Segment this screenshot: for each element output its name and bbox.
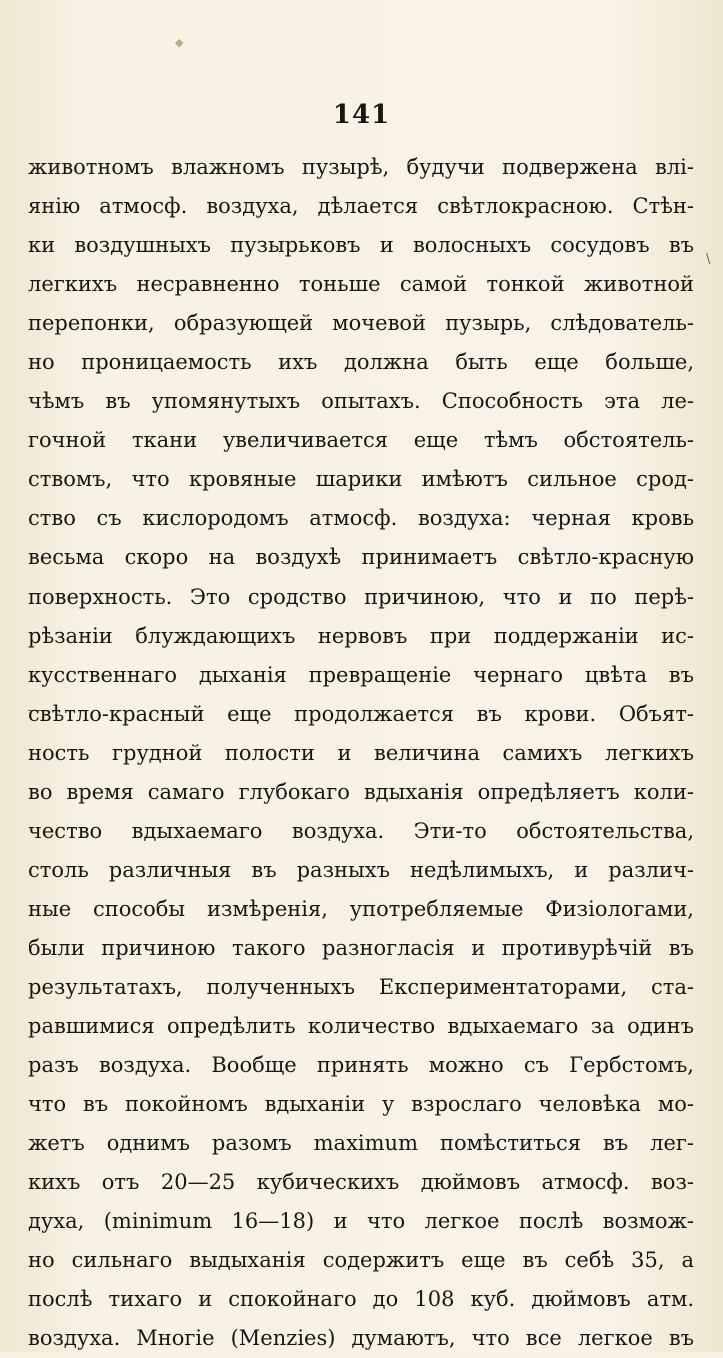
text-line: ные способы измѣренія, употребляемые Физіологами, — [28, 896, 694, 921]
text-line: но проницаемость ихъ должна быть еще больше, — [28, 350, 694, 375]
text-line: кихъ отъ 20—25 кубическихъ дюймовъ атмосф. воз- — [28, 1170, 694, 1195]
text-line: равшимися опредѣлить количество вдыхаемаго за одинъ — [28, 1014, 694, 1039]
text-line: но сильнаго выдыханія содержитъ еще въ себѣ 35, а — [28, 1248, 694, 1273]
text-line: животномъ влажномъ пузырѣ, будучи подвержена влі- — [28, 155, 694, 179]
text-line: чѣмъ въ упомянутыхъ опытахъ. Способность эта ле- — [28, 389, 694, 414]
ink-speck: ◆ — [175, 36, 184, 49]
text-line: перепонки, образующей мочевой пузырь, слѣдователь- — [28, 311, 694, 336]
text-line: духа, (minimum 16—18) и что легкое послѣ возмож- — [28, 1209, 694, 1234]
text-line: ствомъ, что кровяные шарики имѣютъ сильное срод- — [28, 467, 694, 492]
text-line: рѣзаніи блуждающихъ нервовъ при поддержаніи ис- — [28, 623, 694, 648]
text-line: во время самаго глубокаго вдыханія опредѣляетъ коли- — [28, 779, 694, 804]
text-line: свѣтло-красный еще продолжается въ крови. Объят- — [28, 701, 694, 726]
body-text — [28, 148, 694, 1358]
text-line: поверхность. Это сродство причиною, что и по перѣ- — [28, 584, 694, 609]
text-line: весьма скоро на воздухѣ принимаетъ свѣтло-красную — [28, 545, 694, 570]
text-line: гочной ткани увеличивается еще тѣмъ обстоятель- — [28, 428, 694, 453]
text-line: были причиною такого разногласія и противурѣчій въ — [28, 935, 694, 960]
text-line: результатахъ, полученныхъ Експериментаторами, ста- — [28, 974, 694, 999]
text-line: воздуха. Многіе (Menzies) думаютъ, что все легкое въ — [28, 1326, 694, 1351]
text-line: что въ покойномъ вдыханіи у взрослаго человѣка мо- — [28, 1092, 694, 1117]
page-number: 141 — [332, 100, 391, 130]
text-line: ки воздушныхъ пузырьковъ и волосныхъ сосудовъ въ — [28, 233, 694, 258]
text-line: янію атмосф. воздуха, дѣлается свѣтлокрасною. Стѣн- — [28, 194, 694, 219]
text-line: столь различныя въ разныхъ недѣлимыхъ, и различ- — [28, 857, 694, 882]
text-line: кусственнаго дыханія превращеніе чернаго цвѣта въ — [28, 662, 694, 687]
text-line: жетъ однимъ разомъ maximum помѣститься въ лег- — [28, 1131, 694, 1156]
text-line: ность грудной полости и величина самихъ легкихъ — [28, 740, 694, 765]
margin-tick: \ — [706, 252, 711, 267]
text-line: легкихъ несравненно тоньше самой тонкой животной — [28, 272, 694, 297]
text-line: послѣ тихаго и спокойнаго до 108 куб. дюймовъ атм. — [28, 1287, 694, 1312]
text-line: чество вдыхаемаго воздуха. Эти-то обстоятельства, — [28, 818, 694, 843]
text-line: разъ воздуха. Вообще принять можно съ Гербстомъ, — [28, 1053, 694, 1078]
text-line: ство съ кислородомъ атмосф. воздуха: черная кровь — [28, 506, 694, 531]
